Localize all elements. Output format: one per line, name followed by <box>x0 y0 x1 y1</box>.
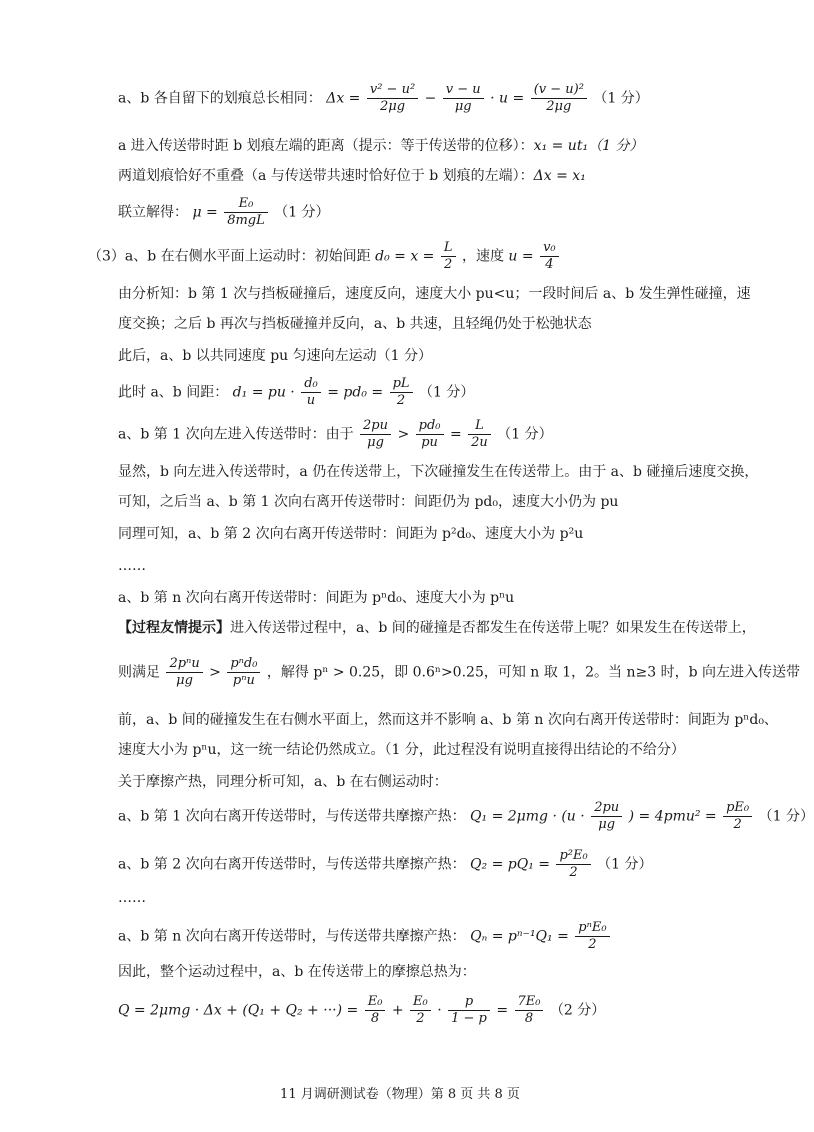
fraction: $\frac{2pu}{\mu g}$ <box>360 418 391 451</box>
fraction: $\frac{\text{E₀}}{2}$ <box>410 994 431 1027</box>
fraction: $\frac{\text{pⁿE₀}}{2}$ <box>575 920 609 953</box>
analysis-line: 显然，b 向左进入传送带时，a 仍在传送带上，下次碰撞发生在传送带上。由于 a、b 碰撞后速度交换， <box>118 464 759 480</box>
ellipsis: …… <box>118 558 146 574</box>
ellipsis: …… <box>118 890 146 906</box>
process-tip-line: 【过程友情提示】进入传送带过程中，a、b 间的碰撞是否都发生在传送带上呢？如果发生在传送带上， <box>118 620 756 636</box>
condition-line: 则满足 $\frac{\text{2pⁿu}}{\mu g}$ > $\frac{\text{pⁿd₀}}{\text{pⁿu}}$ ，解得 pⁿ > 0.25，即 0.6ⁿ>0.25，可知 n 取 1，2。当 n≥3 时，b 向左进入传送带 <box>118 656 800 688</box>
equal-scratch-length-line: a、b 各自留下的划痕总长相同： Δx = $\frac{\text{v² − u²}}{2\mu g}$ − $\frac{v - u}{\mu g}$ · u = $\frac{\text{(v − u)²}}{2\mu g}$ （1 分） <box>118 82 649 114</box>
fraction: $\frac{\text{2pⁿu}}{\mu g}$ <box>166 656 202 689</box>
fraction: $\frac{\text{pd₀}}{pu}$ <box>416 418 444 451</box>
analysis-line: 速度大小为 pⁿu，这一统一结论仍然成立。（1 分，此过程没有说明直接得出结论的不给分） <box>118 742 685 758</box>
fraction: $\frac{\text{p²E₀}}{2}$ <box>556 848 590 881</box>
total-heat-formula: Q = 2μmg · Δx + (Q₁ + Q₂ + ···) = $\frac{\text{E₀}}{8}$ + $\frac{\text{E₀}}{2}$ · $\frac{p}{1 - p}$ = $\frac{\text{7E₀}}{8}$ （2 分） <box>118 994 606 1026</box>
fraction: $\frac{p}{1 - p}$ <box>448 994 490 1027</box>
fraction: $\frac{v - u}{\mu g}$ <box>443 82 484 115</box>
fraction: $\frac{\text{d₀}}{u}$ <box>301 376 321 409</box>
analysis-line: 同理可知，a、b 第 2 次向右离开传送带时：间距为 p²d₀、速度大小为 p²u <box>118 526 584 542</box>
analysis-line: 前，a、b 间的碰撞发生在右侧水平面上，然而这并不影响 a、b 第 n 次向右离开传送带时：间距为 pⁿd₀、 <box>118 712 778 728</box>
fraction: $\frac{\text{v² − u²}}{2\mu g}$ <box>367 82 418 115</box>
analysis-line: 可知，之后当 a、b 第 1 次向右离开传送带时：间距仍为 pd₀，速度大小仍为 pu <box>118 494 619 510</box>
heat-q1-line: a、b 第 1 次向右离开传送带时，与传送带共摩擦产热： Q₁ = 2μmg · (u · $\frac{2pu}{\mu g}$ ) = 4pmu² = $\frac{\text{pE₀}}{2}$ （1 分） <box>118 800 814 832</box>
heat-qn-line: a、b 第 n 次向右离开传送带时，与传送带共摩擦产热： Qₙ = pⁿ⁻¹Q₁ = $\frac{\text{pⁿE₀}}{2}$ <box>118 920 760 953</box>
fraction: $\frac{2pu}{\mu g}$ <box>591 800 622 833</box>
fraction: $\frac{\text{7E₀}}{8}$ <box>515 994 544 1027</box>
analysis-line: 度交换；之后 b 再次与挡板碰撞并反向，a、b 共速，且轻绳仍处于松弛状态 <box>118 316 592 332</box>
part3-intro-line: （3）a、b 在右侧水平面上运动时：初始间距 d₀ = x = $\frac{L}{2}$ ，速度 u = $\frac{\text{v₀}}{4}$ <box>88 240 760 273</box>
heat-q2-line: a、b 第 2 次向右离开传送带时，与传送带共摩擦产热： Q₂ = pQ₁ = $\frac{\text{p²E₀}}{2}$ （1 分） <box>118 848 653 880</box>
first-entry-line: a、b 第 1 次向左进入传送带时：由于 $\frac{2pu}{\mu g}$ > $\frac{\text{pd₀}}{pu}$ = $\frac{L}{2u}$ （1 分） <box>118 418 553 450</box>
total-heat-intro: 因此，整个运动过程中，a、b 在传送带上的摩擦总热为： <box>118 964 476 980</box>
fraction: $\frac{\text{E₀}}{8}$ <box>365 994 386 1027</box>
solve-mu-line: 联立解得： μ = $\frac{\text{E₀}}{\text{8mgL}}$ （1 分） <box>118 196 330 228</box>
analysis-line: 由分析知：b 第 1 次与挡板碰撞后，速度反向，速度大小 pu<u；一段时间后 a、b 发生弹性碰撞，速 <box>118 286 751 302</box>
fraction: $\frac{L}{2}$ <box>441 240 456 273</box>
page-footer: 11 月调研测试卷（物理）第 8 页 共 8 页 <box>280 1087 520 1102</box>
fraction: $\frac{\text{(v − u)²}}{2\mu g}$ <box>531 82 587 115</box>
tip-label: 【过程友情提示】 <box>118 620 230 636</box>
distance-line: a 进入传送带时距 b 划痕左端的距离（提示：等于传送带的位移）：x₁ = ut₁（1 分） <box>118 138 644 154</box>
analysis-line: 关于摩擦产热，同理分析可知，a、b 在右侧运动时： <box>118 774 448 790</box>
spacing-line: 此时 a、b 间距： d₁ = pu · $\frac{\text{d₀}}{u}$ = pd₀ = $\frac{pL}{2}$ （1 分） <box>118 376 475 408</box>
fraction: $\frac{\text{v₀}}{4}$ <box>540 240 559 273</box>
analysis-line: 此后，a、b 以共同速度 pu 匀速向左运动（1 分） <box>118 348 432 364</box>
fraction: $\frac{\text{pE₀}}{2}$ <box>723 800 752 833</box>
no-overlap-line: 两道划痕恰好不重叠（a 与传送带共速时恰好位于 b 划痕的左端）：Δx = x₁ <box>118 168 586 184</box>
fraction: $\frac{\text{pⁿd₀}}{\text{pⁿu}}$ <box>227 656 260 689</box>
fraction: $\frac{L}{2u}$ <box>468 418 491 451</box>
analysis-line: a、b 第 n 次向右离开传送带时：间距为 pⁿd₀、速度大小为 pⁿu <box>118 590 515 606</box>
fraction: $\frac{pL}{2}$ <box>390 376 413 409</box>
fraction: $\frac{\text{E₀}}{\text{8mgL}}$ <box>224 196 268 229</box>
